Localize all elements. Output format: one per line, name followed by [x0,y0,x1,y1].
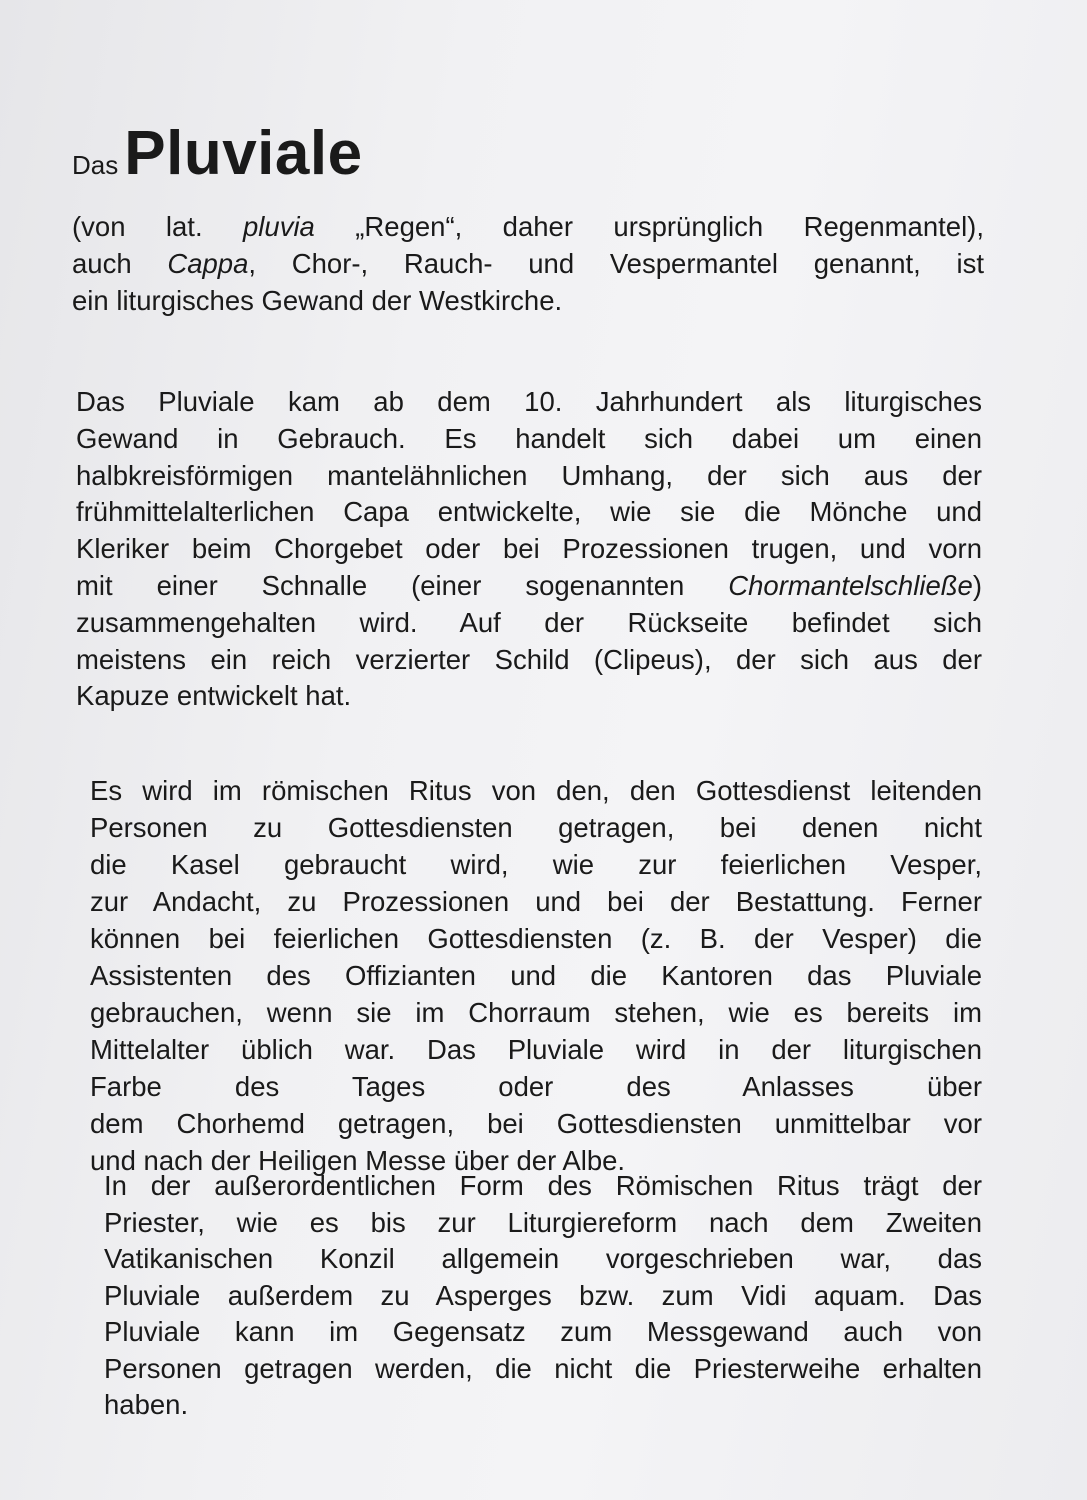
paragraph-line: zur Andacht, zu Prozessionen und bei der Bestattung. Ferner [90,886,982,917]
paragraph-line: halbkreisförmigen mantelähnlichen Umhang, der sich aus der [76,459,982,491]
italic-term: pluvia [243,211,315,242]
paragraph-line: Farbe des Tages oder des Anlasses über [90,1071,982,1102]
paragraph-usage [90,772,982,1179]
paragraph-line: In der außerordentlichen Form des Römischen Ritus trägt der [104,1170,982,1201]
paragraph-line: Personen zu Gottesdiensten getragen, bei denen nicht [90,812,982,843]
text-segment: ein liturgisches Gewand der Westkirche. [72,285,563,316]
text-segment: auch [72,248,168,279]
paragraph-line: Pluviale kann im Gegensatz zum Messgewand auch von [104,1316,982,1347]
paragraph-line: Vatikanischen Konzil allgemein vorgeschrieben war, das [104,1243,982,1274]
paragraph-line: Gewand in Gebrauch. Es handelt sich dabei um einen [76,422,982,454]
paragraph-line: Kleriker beim Chorgebet oder bei Prozessionen trugen, und vorn [76,533,982,565]
paragraph-line: Personen getragen werden, die nicht die Priesterweihe erhalten [104,1352,982,1384]
text-segment: ) [972,569,982,601]
text-segment: , Chor-, Rauch- und Vespermantel genannt, ist [248,248,984,279]
paragraph-line: haben. [104,1389,189,1420]
paragraph-extraordinary-form [104,1168,982,1424]
paragraph-line: Kapuze entwickelt hat. [76,680,352,712]
paragraph-line: frühmittelalterlichen Capa entwickelte, wie sie die Mönche und [76,496,982,528]
paragraph-line: Pluviale außerdem zu Asperges bzw. zum Vidi aquam. Das [104,1279,982,1311]
paragraph-line: gebrauchen, wenn sie im Chorraum stehen, wie es bereits im [90,997,982,1028]
paragraph-line: die Kasel gebraucht wird, wie zur feierlichen Vesper, [90,849,982,880]
paragraph-intro [72,208,984,319]
text-segment: „Regen“, daher ursprünglich Regenmantel), [314,211,984,242]
paragraph-line [72,245,984,282]
paragraph-line: Es wird im römischen Ritus von den, den Gottesdienst leitenden [90,775,982,806]
paragraph-history [76,384,982,715]
paragraph-line: meistens ein reich verzierter Schild (Clipeus), der sich aus der [76,643,982,675]
heading-title: Pluviale [124,119,363,188]
heading-article: Das [72,150,119,180]
italic-term: Cappa [167,248,249,279]
paragraph-line: Assistenten des Offizianten und die Kantoren das Pluviale [90,960,982,991]
text-segment: (von lat. [72,211,243,242]
paragraph-line [72,208,984,245]
heading [72,118,363,189]
paragraph-line: Mittelalter üblich war. Das Pluviale wird in der liturgischen [90,1034,982,1065]
text-segment: mit einer Schnalle (einer sogenannten [76,569,729,601]
paragraph-line: Das Pluviale kam ab dem 10. Jahrhundert als liturgisches [76,386,982,417]
paragraph-line: zusammengehalten wird. Auf der Rückseite befindet sich [76,606,982,638]
paragraph-line [76,568,982,605]
paragraph-line: können bei feierlichen Gottesdiensten (z. B. der Vesper) die [90,923,982,954]
paragraph-line [72,282,984,319]
paragraph-line: und nach der Heiligen Messe über der Albe. [90,1145,626,1176]
paragraph-line: Priester, wie es bis zur Liturgiereform nach dem Zweiten [104,1206,982,1238]
paragraph-line: dem Chorhemd getragen, bei Gottesdiensten unmittelbar vor [90,1108,982,1139]
italic-term: Chormantelschließe [728,569,973,601]
